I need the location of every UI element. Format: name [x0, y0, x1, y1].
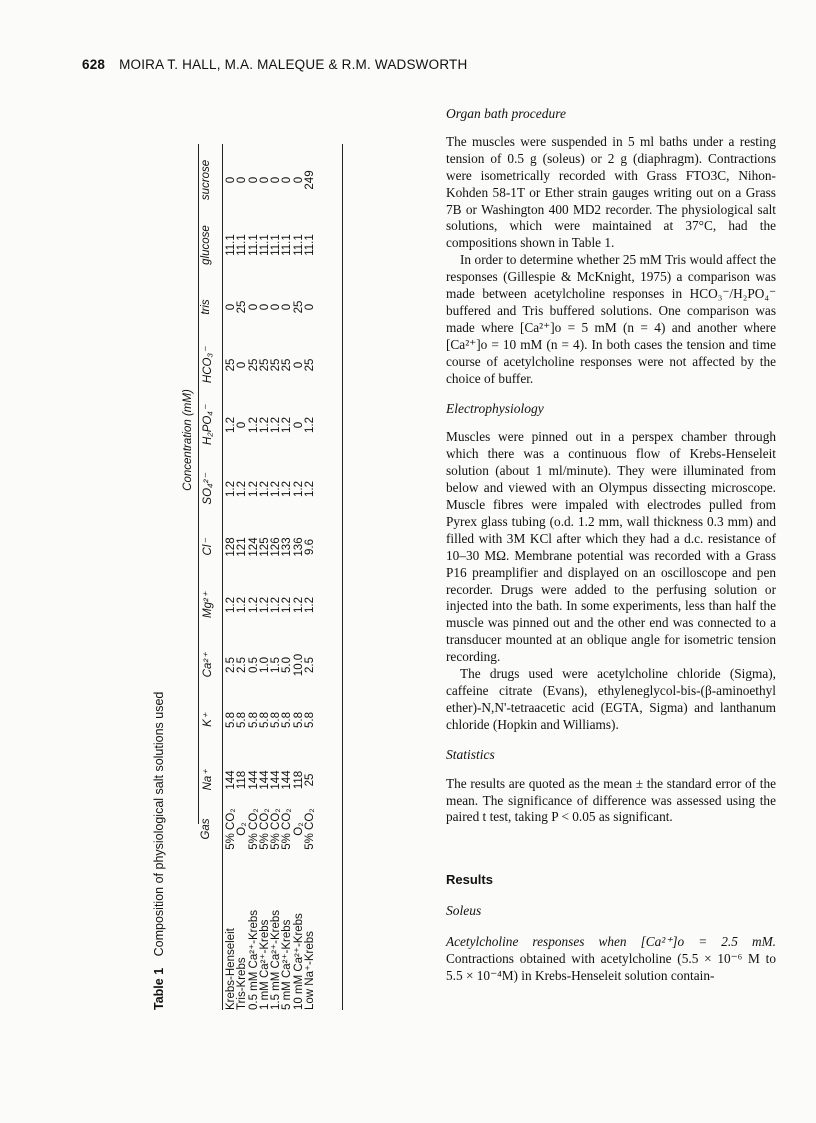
table-row	[294, 144, 305, 1010]
table-bottom-rule	[342, 144, 343, 1010]
cell-h2po4: 1.2	[258, 417, 271, 433]
table-row	[271, 144, 282, 1010]
cell-na: 144	[225, 770, 237, 790]
cell-hco3: 0	[236, 361, 249, 369]
cell-sucrose: 0	[281, 176, 294, 184]
cell-mg: 1.2	[236, 597, 249, 613]
cell-tris: 25	[236, 300, 249, 314]
cell-ca: 1.5	[270, 657, 283, 673]
cell-gas: O₂	[292, 822, 305, 836]
col-k: K⁺	[202, 713, 214, 727]
col-h2po4: H₂PO₄⁻	[202, 405, 214, 445]
cell-cl: 128	[225, 537, 237, 557]
acetylcholine-heading: Acetylcholine responses when [Ca²⁺]o = 2.5 mM.	[446, 934, 776, 950]
cell-mg: 1.2	[292, 597, 305, 613]
author-line: MOIRA T. HALL, M.A. MALEQUE & R.M. WADSWORTH	[119, 57, 468, 72]
cell-sucrose: 0	[292, 176, 305, 184]
organ-bath-heading: Organ bath procedure	[446, 106, 566, 121]
cell-h2po4: 1.2	[247, 417, 260, 433]
col-mg: Mg²⁺	[202, 592, 214, 618]
cell-ca: 2.5	[225, 657, 237, 673]
cell-so4: 1.2	[258, 481, 271, 497]
cell-ca: 10.0	[292, 653, 305, 677]
cell-k: 5.8	[225, 712, 237, 728]
cell-glucose: 11.1	[225, 234, 237, 256]
cell-cl: 125	[258, 537, 271, 557]
table-header-row	[200, 144, 220, 1010]
table-caption	[152, 144, 174, 1010]
col-tris: tris	[200, 299, 212, 315]
cell-ca: 1.0	[258, 657, 271, 673]
table-row	[249, 144, 260, 1010]
cell-cl: 136	[292, 537, 305, 557]
cell-k: 5.8	[258, 712, 271, 728]
cell-gas: O₂	[236, 822, 249, 836]
cell-so4: 1.2	[270, 481, 283, 497]
row-name: 0.5 mM Ca²⁺-Krebs	[247, 909, 260, 1010]
cell-tris: 0	[247, 303, 260, 311]
acetylcholine-text: Contractions obtained with acetylcholine (5.5 × 10⁻⁶ M to 5.5 × 10⁻⁴M) in Krebs-Henseleit solution contain-	[446, 951, 776, 983]
cell-hco3: 25	[270, 358, 283, 372]
organ-bath-paragraph-1: The muscles were suspended in 5 ml baths under a resting tension of 0.5 g (soleus) or 2 g (diaphragm). Contractions were isometrically recorded with Grass FTO3C, Nihon-Kohden 58-1T or Ether strain gauges writing out on a Grass 7B or Washington 400 MD2 recorder. The physiological salt solutions, which were maintained at 37°C, had the compositions shown in Table 1.	[446, 133, 776, 251]
table-row	[260, 144, 271, 1010]
concentration-group	[182, 144, 200, 1010]
statistics-paragraph: The results are quoted as the mean ± the standard error of the mean. The significance of difference was assessed using the paired t test, taking P < 0.05 as significant.	[446, 775, 776, 825]
col-so4: SO₄²⁻	[202, 473, 214, 505]
row-name: 5 mM Ca²⁺-Krebs	[281, 919, 294, 1010]
cell-na: 144	[281, 770, 294, 790]
cell-cl: 121	[236, 537, 249, 557]
cell-cl: 133	[281, 537, 294, 557]
col-gas: Gas	[200, 818, 212, 840]
cell-mg: 1.2	[281, 597, 294, 613]
cell-tris: 0	[258, 303, 271, 311]
cell-sucrose: 0	[236, 176, 249, 184]
cell-glucose: 11.1	[270, 234, 283, 256]
cell-k: 5.8	[270, 712, 283, 728]
cell-sucrose: 0	[247, 176, 260, 184]
cell-hco3: 0	[292, 361, 305, 369]
page-number: 628	[82, 57, 106, 72]
cell-h2po4: 1.2	[304, 417, 317, 433]
cell-k: 5.8	[281, 712, 294, 728]
col-cl: Cl⁻	[202, 538, 214, 556]
cell-so4: 1.2	[292, 481, 305, 497]
row-name: 1 mM Ca²⁺-Krebs	[258, 919, 271, 1010]
cell-sucrose: 0	[270, 176, 283, 184]
cell-h2po4: 0	[236, 421, 249, 429]
cell-sucrose: 0	[225, 176, 237, 184]
row-name: 1.5 mM Ca²⁺-Krebs	[270, 909, 283, 1010]
cell-tris: 0	[225, 303, 237, 311]
table-header-rule	[222, 144, 223, 1010]
cell-cl: 124	[247, 537, 260, 557]
cell-glucose: 11.1	[304, 234, 317, 256]
cell-hco3: 25	[304, 358, 317, 372]
cell-ca: 0.5	[247, 657, 260, 673]
col-glucose: glucose	[200, 225, 212, 265]
soleus-heading: Soleus	[446, 903, 482, 919]
cell-hco3: 25	[247, 358, 260, 372]
table-label: Table 1	[152, 967, 166, 1010]
cell-glucose: 11.1	[236, 234, 249, 256]
row-name: Tris-Krebs	[236, 957, 249, 1010]
cell-h2po4: 0	[292, 421, 305, 429]
electrophysiology-paragraph-2: The drugs used were acetylcholine chloride (Sigma), caffeine citrate (Evans), ethyleneglycol-bis-(β-aminoethyl ether)-N,N'-tetraacetic acid (EGTA, Sigma) and lanthanum chloride (Hopkin and Williams).	[446, 666, 776, 732]
cell-hco3: 25	[258, 358, 271, 372]
table-row	[305, 144, 316, 1010]
cell-mg: 1.2	[225, 597, 237, 613]
organ-bath-paragraph-2: In order to determine whether 25 mM Tris would affect the responses (Gillespie & McKnight, 1975) a comparison was made between acetylcholine responses in HCO₃⁻/H₂PO₄⁻ buffered and Tris buffered solutions. One comparison was made where [Ca²⁺]o = 5 mM (n = 4) and another where [Ca²⁺]o = 10 mM (n = 4). In both cases the tension and time course of acetylcholine responses were not affected by the choice of buffer.	[446, 252, 776, 386]
table-row	[237, 144, 248, 1010]
cell-so4: 1.2	[304, 481, 317, 497]
cell-h2po4: 1.2	[270, 417, 283, 433]
cell-sucrose: 0	[258, 176, 271, 184]
table-caption-text: Composition of physiological salt solutions used	[152, 691, 166, 957]
cell-gas: 5% CO₂	[270, 808, 283, 850]
table-row	[282, 144, 293, 1010]
electrophysiology-heading: Electrophysiology	[446, 400, 544, 416]
concentration-label: Concentration (mM)	[182, 389, 194, 491]
cell-gas: 5% CO₂	[281, 808, 294, 850]
concentration-rule	[198, 144, 199, 824]
cell-so4: 1.2	[247, 481, 260, 497]
electrophysiology-paragraph-1: Muscles were pinned out in a perspex chamber through which there was a continuous flow of Krebs-Henseleit solution (about 1 ml/minute). They were illuminated from below and viewed with an Olympus dissecting microscope. Muscle fibres were impaled with electrodes pulled from Pyrex glass tubing (o.d. 1.2 mm, wall thickness 0.3 mm) and filled with 3M KCl after which they had a d.c. resistance of 10–30 MΩ. Membrane potential was recorded with a Grass P16 preamplifier and displayed on an oscilloscope and pen recorder. Drugs were added to the perfusing solution or injected into the bath. In some experiments, less than half the muscle was pinned out and the other end was connected to a transducer mounted at an oblique angle for isometric tension recording.	[446, 429, 776, 665]
cell-h2po4: 1.2	[281, 417, 294, 433]
cell-cl: 126	[270, 537, 283, 557]
col-hco3: HCO₃⁻	[202, 346, 214, 384]
cell-gas: 5% CO₂	[258, 808, 271, 850]
statistics-heading: Statistics	[446, 746, 495, 762]
right-column	[446, 106, 776, 985]
salt-solutions-table	[152, 144, 362, 1010]
cell-hco3: 25	[225, 358, 237, 372]
row-name: Krebs-Henseleit	[225, 928, 237, 1010]
cell-na: 25	[304, 773, 317, 787]
cell-glucose: 11.1	[247, 234, 260, 256]
running-head	[82, 57, 467, 72]
cell-mg: 1.2	[270, 597, 283, 613]
cell-na: 144	[258, 770, 271, 790]
cell-tris: 25	[292, 300, 305, 314]
col-ca: Ca²⁺	[202, 652, 214, 678]
cell-ca: 2.5	[236, 657, 249, 673]
row-name: 10 mM Ca²⁺-Krebs	[292, 913, 305, 1010]
cell-tris: 0	[270, 303, 283, 311]
cell-ca: 2.5	[304, 657, 317, 673]
cell-k: 5.8	[304, 712, 317, 728]
cell-so4: 1.2	[236, 481, 249, 497]
cell-glucose: 11.1	[292, 234, 305, 256]
cell-gas: 5% CO₂	[225, 808, 237, 850]
cell-hco3: 25	[281, 358, 294, 372]
cell-tris: 0	[304, 303, 317, 311]
cell-so4: 1.2	[225, 481, 237, 497]
cell-glucose: 11.1	[258, 234, 271, 256]
cell-cl: 9.6	[304, 539, 317, 555]
row-name: Low Na⁺-Krebs	[304, 931, 317, 1010]
cell-h2po4: 1.2	[225, 417, 237, 433]
cell-gas: 5% CO₂	[247, 808, 260, 850]
cell-mg: 1.2	[258, 597, 271, 613]
acetylcholine-paragraph	[446, 934, 776, 985]
cell-mg: 1.2	[247, 597, 260, 613]
cell-gas: 5% CO₂	[304, 808, 317, 850]
cell-mg: 1.2	[304, 597, 317, 613]
cell-ca: 5.0	[281, 657, 294, 673]
cell-sucrose: 249	[304, 170, 317, 190]
table-row	[226, 144, 237, 1010]
cell-k: 5.8	[292, 712, 305, 728]
cell-k: 5.8	[247, 712, 260, 728]
cell-glucose: 11.1	[281, 234, 294, 256]
cell-so4: 1.2	[281, 481, 294, 497]
cell-na: 144	[247, 770, 260, 790]
col-na: Na⁺	[202, 769, 214, 791]
cell-na: 118	[236, 770, 249, 790]
cell-na: 144	[270, 770, 283, 790]
table-body	[226, 144, 316, 1010]
col-sucrose: sucrose	[200, 159, 212, 201]
cell-k: 5.8	[236, 712, 249, 728]
results-heading: Results	[446, 872, 493, 888]
cell-tris: 0	[281, 303, 294, 311]
cell-na: 118	[292, 770, 305, 790]
